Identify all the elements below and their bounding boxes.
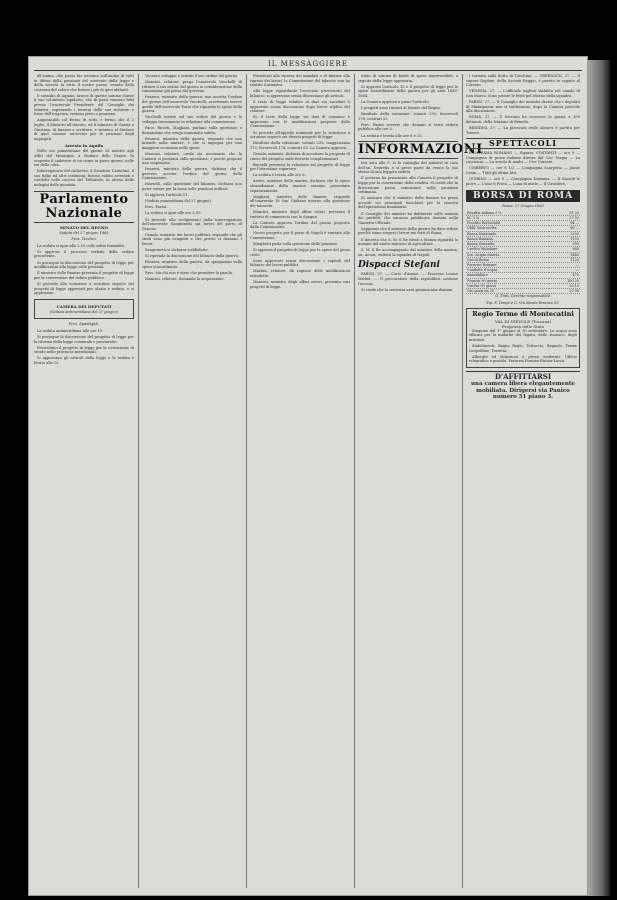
senate-subheading: Seduta del 27 giugno 1883 [59, 230, 109, 235]
ad-paragraph: Stagione dal 1° giugno al 30 settembre. Le acque sono efficaci per le malattie del fegato, dello stomaco, degli intestini. [469, 328, 577, 342]
paragraph: Sappiamo che il ministro della guerra ha dato ordine perché siano sospesi i lavori nei forti di Roma. [358, 226, 458, 236]
quote-value: 1150 [549, 236, 580, 241]
paragraph: Martini, relatore, dà ragione delle modificazioni introdotte. [250, 269, 350, 279]
ad-paragraph: Stabilimenti: Bagno Regio, Tettuccio, Bagnolo, Terme Leopoldine, Torretta. [469, 344, 577, 353]
paragraph: Vennero sviluppo e sentire il suo ordine del giorno. [145, 74, 239, 78]
paragraph: La seduta antimeridiana alle ore 10. [37, 328, 104, 333]
col1-aquila [34, 149, 134, 187]
ad-title: Regio Terme di Montecatini [472, 310, 574, 319]
quote-name: Ferrovie Romane [466, 262, 549, 267]
bourse-footer: G. Tinti, Gerente responsabile. [495, 294, 551, 299]
quote-value: 94 — [549, 221, 580, 226]
quote-name: Prestito Rothschild [466, 221, 549, 226]
quote-name: Banca Generale [466, 242, 549, 247]
quote-value: 1120 [549, 257, 580, 262]
paragraph: Genala, ministro dei lavori pubblici, risponde che gli studi sono già compiuti e che presto si daranno i lavori. [142, 232, 242, 246]
paragraph: La Camera approva a pieno l'articolo. [361, 99, 430, 104]
paragraph: Interrogatorio del cadavere, il Senatore Cantelmo, il suo figlio ed altri testimoni, furono subito arrestati e condotti nelle carceri del Tribunale, in attesa delle indagini della giustizia. [34, 169, 134, 187]
quote-value: 91 25 [549, 211, 580, 216]
paragraph: Si procede alla votazione a scrutinio segreto dei progetti di legge approvati per alzata e seduta, e si approvano. [34, 281, 134, 296]
ad-subtitle-2: Proprietà dello Stato [501, 323, 545, 329]
paragraph: Si assicura che il ministro delle finanze ha preso accordi coi principali banchieri per la riuscita dell'operazione finanziaria. [358, 196, 458, 210]
quote-value: 590 [549, 242, 580, 247]
spettacolo-item: UMBERTO — ore 8 1/2 — Compagnia Scarpetta — Jinnie Lenin — Tutti gli ultimi Atti. [466, 166, 580, 175]
newspaper-page [28, 56, 588, 896]
paragraph: Baccelli presenta la relazione sul progetto di legge per l'istruzione superiore. [250, 162, 350, 172]
paragraph: Mancini, relatore, domanda la sospensione. [145, 277, 225, 282]
telegram-item: ROMA, 27. — Il Sovrano ha concesso la grazia a 100 detenuti, della Nazione di Beneda. [466, 115, 580, 124]
column-2 [142, 74, 242, 888]
paragraph: Pennesi, ministro della guerra, dichiara che il governo accetta l'ordine del giorno della Commissione. [142, 167, 242, 181]
paragraph: Alla legge riguardante l'esercizio provvisorio del bilancio, si approvano senza discussione gli articoli. [250, 89, 350, 98]
paragraph: Il sussidio di Aquino, invece di queste somme chiese il suo voluntario lapidario, che di passi vennero fatti presso l'onorevole Presidente del Consiglio dei Ministri, esponendo i termini delle sue richieste e forse dell'esigenza, restano privo a pensione. [34, 93, 134, 117]
printer-line: Tip. F. Tempi e C. Via Monte Brianzo 53. [486, 300, 560, 305]
quote-name: Londra 90 giorni [466, 283, 549, 288]
quote-value: — [549, 268, 580, 273]
spettacolo-item: POLITEAMA ROMANO — Sipario. COSTANZI — ore 9 — Compagnia di prosa italiana diretta dal Cav. Stagio — La coscienza — La scuola di madri — Une Cravate. [466, 151, 580, 165]
paragraph: La seduta si apre alle ore 2.10. [145, 211, 202, 216]
paragraph: Mancini, ministro degli affari esteri, presenta vari progetti di legge. [250, 280, 350, 289]
parliament-heading: Parlamento Nazionale [34, 191, 134, 223]
col2-text [142, 74, 242, 282]
quote-name: Gas di Roma [466, 257, 549, 262]
quote-value: 57 50 [549, 216, 580, 221]
bourse-heading: BORSA DI ROMA [466, 190, 580, 202]
paragraph: Mancini, relatore, prega l'onorevole Vacchelli di ritirare il suo ordine del giorno in considerazione della transazione già presa dal governo. [142, 80, 242, 94]
column-rule [138, 74, 139, 888]
page-right-edge [588, 60, 610, 896]
quote-value: 25 10 [549, 283, 580, 288]
paragraph: Pennesi, ministro della guerra, risponde che non intende nulla mutare, e che si impegna per una maggiore economia nelle spese. [142, 136, 242, 150]
paragraph: Vacchelli insiste sul suo ordine del giorno e lo sviluppa brevemente in relazione alla commissione. [142, 115, 242, 124]
spettacolo-item: QUIRINO — ore 9 — Compagnia Dramma. — Il Sassofi le piove — L'uno ti Prova — Luna di miele — Il Cavaliere. [466, 177, 580, 186]
paragraph: Si riprende la discussione del bilancio della guerra. [145, 254, 240, 259]
paragraph: Presentano il progetto di legge per la costruzione di strade nelle provincie meridionali. [34, 345, 134, 355]
telegram-item: BRINDISI, 27. — La piroscafo reale Alvarez è partito per Trieste. [466, 125, 580, 135]
quote-name: Rendita italiana 5 % [466, 211, 549, 216]
quote-value: 96 — [549, 226, 580, 231]
col4-info [358, 161, 458, 257]
paragraph: Si approvano gli articoli della legge e la seduta è levata alle 12. [34, 356, 134, 365]
masthead: IL MESSAGGIERE [268, 60, 348, 68]
column-rule [246, 74, 247, 888]
paragraph: S. M. il Re accompagnato dal ministro della marina, on. Acton, visiterà la squadra di Napoli. [358, 248, 458, 257]
telegram-item: PARIGI, 27. — Il Consiglio dei ministri decise che i deputati di Madagascar non si tratteranno; dopo la Camera procede alla discussione. [466, 99, 580, 114]
paragraph: Mancini, relatore, crede sia necessario che la Camera si pronunzi sulla questione, e perciò propone una sospensiva. [142, 151, 242, 166]
paragraph: Si procede allo svolgimento della interrogazione dell'onorevole Sanguinetti sui lavori del porto di Genova. [142, 217, 242, 231]
paragraph: Si procede all'appello nominale per la votazione a scrutinio segreto sui diversi progetti di legge. [250, 130, 350, 140]
quote-name: Francia 90 giorni [466, 278, 549, 283]
paragraph: La Camera approva l'ordine del giorno proposto dalla Commissione. [250, 220, 350, 230]
paragraph: Pennesi, ministro della guerra, dà spiegazioni sulle spese straordinarie. [142, 260, 242, 269]
col5-spettacoli [466, 151, 580, 186]
quote-value: 885 [549, 247, 580, 252]
col1-intro [34, 74, 134, 141]
col1-camera [34, 329, 134, 366]
quote-name: Immobiliare [466, 273, 549, 278]
camera-heading: CAMERA DEI DEPUTATI [56, 303, 112, 309]
paragraph: Genala, ministro, dichiara di accettare la proposta di rinvio del progetto sulle ferrovie complementari. [250, 151, 350, 161]
col5-telegrams [466, 74, 580, 135]
camera-president: Pres. Spantigati. [68, 322, 100, 327]
paragraph: PARIGI, 27. — Corte d'Assise. — Processo Louise Michel. — Il procuratore della repubblica sostiene l'accusa. [358, 272, 458, 286]
col4-top [358, 74, 458, 138]
spettacoli-heading: SPETTACOLI [466, 138, 580, 149]
col1-senate [34, 244, 134, 296]
dispacci-heading: Dispacci Stefani [358, 260, 440, 271]
paragraph: La seduta si apre alle 2.15 colle solite formalità. [37, 243, 125, 248]
telegram-item: I torinesi sulla flotta di Tonchino. — GREENOCK, 27. — Il vapore Daphne, della Società Reggio, è partito in seguito al Corsaro. [466, 74, 580, 88]
paragraph: Si prosegue la discussione del progetto di legge per la riforma della legge comunale e provinciale. [34, 334, 134, 344]
ad-subtitle: VAL DI NIEVOLE (Toscana) [495, 318, 551, 324]
paragraph: Pres. Farini. [145, 205, 168, 210]
paragraph: Ieri sera alle 9, si fu consiglio dei ministri in casa dell'on. Depretis e si prese parte da venne la sua stessa di una leggera seduta. [358, 161, 458, 175]
quote-value: — [549, 262, 580, 267]
paragraph: Marselli, sulla questione del bilancio, dichiara non poter votare per la tassa sulle pensioni militari. [142, 182, 242, 192]
paragraph: Si approva l'articolo 10 e il progetto di legge per le spese straordinarie della guerra per gli anni 1883-1884. [358, 84, 458, 98]
bourse-table [466, 211, 580, 294]
paragraph: La seduta è levata alle ore 6. [253, 173, 306, 178]
paragraph: Risultato della votazione: votanti 230, favorevoli 178, contrari 52. [358, 112, 458, 121]
aquila-heading: Arresto in Aquila [64, 143, 104, 149]
quote-value: 2250 [549, 231, 580, 236]
column-rule [462, 74, 463, 888]
paragraph: Si prosegue la discussione del progetto di legge per modificazioni alla legge sulle pensioni. [34, 260, 134, 270]
paragraph: all'anima, che possa far nessuno sull'animo di tutti in difesa della pensione del esistente della legge e della società in tutto il nostro paese, venuta dalla costanza del colore che furono i più di quei abitanti. [34, 74, 134, 92]
paragraph: Pass. Ma chi non è stato che prendere la parola. [145, 270, 234, 275]
quote-value: 470 [549, 273, 580, 278]
quote-row [466, 288, 580, 293]
paragraph: Pane, Ricotti, Magliani, parlano sulla questione e domandano che venga esaminata subito. [142, 125, 242, 135]
affittarsi-heading: D'AFFITTARSI [466, 371, 580, 381]
paragraph: Nuovo progetto per il porto di Napoli è rinviato alla Commissione. [250, 231, 350, 240]
paragraph: Il decreto che S. M. il Re firmò a Monza riguarda la nomina del nuovo ministro di agricoltura. [358, 237, 458, 247]
paragraph: Il testo di legge relativo ai dazi sui zuccheri è approvato senza discussione dopo breve replica del relatore. [250, 99, 350, 114]
paragraph: Pres. Farini avverte che domani si terrà seduta pubblica alle ore 2. [358, 122, 458, 132]
paragraph: Il Consiglio dei ministri ha deliberato sulle nomine dei prefetti, che saranno pubblicate domani nella Gazzetta Ufficiale. [358, 211, 458, 225]
quote-value: 100 25 [549, 278, 580, 283]
quote-name: Banca Nazionale [466, 231, 549, 236]
camera-box [34, 299, 134, 320]
quote-name: Soc. Acqua Marcia [466, 252, 549, 257]
column-1 [34, 74, 134, 888]
paragraph: Il ministro delle finanze presenta il progetto di legge per la conversione del debito pubblico. [34, 271, 134, 280]
paragraph: Pennesi, ministro della guerra, non accetta l'ordine del giorno dell'onorevole Vacchelli, accettando invece quello dell'onorevole Fazio che riguarda le spese della guerra. [142, 95, 242, 114]
column-5 [466, 74, 580, 888]
paragraph: I progetti sono rinviati al Senato del Regno. [361, 106, 441, 111]
col4-dispacci [358, 272, 458, 292]
quote-value: 1460 [549, 252, 580, 257]
senate-president: Pres. Tecchio. [71, 237, 97, 242]
quote-value: 20 08 [549, 288, 580, 293]
telegram-item: VENEZIA, 27. — L'ufficiale inglese stabilito nel canale di San Marco. Sono pronte le feste pel ritorno della squadra. [466, 89, 580, 98]
montecatini-ad [466, 308, 580, 368]
column-3 [250, 74, 350, 888]
paragraph: Mancini, ministro degli affari esteri, presenta il trattato di commercio con la Spagna. [250, 209, 350, 219]
col3-text [250, 74, 350, 289]
paragraph: (Seduta pomeridiana del 27 giugno) [145, 199, 211, 204]
paragraph: Si approva l'articolo 11. [145, 193, 189, 198]
paragraph: Il governo ha presentato alla Camera il progetto di legge per la conversione della rendita. Si crede che la discussione possa cominciare nella prossima settimana. [358, 176, 458, 195]
ad-body [469, 329, 577, 364]
paragraph: La seduta è levata alle ore 6 e 25. [361, 133, 423, 138]
paragraph: Magliani, ministro delle finanze, risponde all'onorevole Di San Giuliano intorno alla questione dei tabacchi. [250, 194, 350, 208]
bourse-date: Roma, 27 Giugno 1883 [502, 204, 544, 209]
paragraph: Nelle ore pomeridiane del giorno 26 mentre agli uffici del Municipio, a Sindaco delle Grazie, fu scoperto il cadavere di un uomo in pieno giorno, nelle vie della città. [34, 149, 134, 168]
paragraph: Arrivo, ministro della marina, dichiara che le spese straordinarie della marina saranno presentate separatamente. [250, 179, 350, 193]
affittarsi-body: una camera libera elegantemente mobiliata. Dirigersi via Panico numero 51 piano 3. [471, 381, 575, 401]
informazioni-heading: INFORMAZIONI [358, 142, 483, 158]
paragraph: Presidenti alla ripresa dei mandati o di finanze alla ripresa dei lavori, la Commissione del bilancio non ha sentito il ministro. [250, 74, 350, 88]
header-rule [34, 70, 582, 71]
camera-subheading: (Seduta antimeridiana del 27 giugno) [49, 309, 119, 314]
ad-paragraph: Alberghi ed abitazioni a prezzi moderati. Ufficio telegrafico e postale. Ferrovia Firenze-Pistoia-Lucca. [469, 354, 577, 364]
paragraph: Stato di somme di fondo di spese imprevedibili, a seguito della legge approvata. [358, 74, 458, 83]
paragraph: Si crede che la sentenza sarà pronunciata domani. [361, 287, 454, 292]
quote-name: Id. 3 % [466, 216, 549, 221]
quote-name: Oro pezzi da 20 [466, 288, 549, 293]
paragraph: Sono approvati senza discussione i capitoli del bilancio dei lavori pubblici. [250, 258, 350, 268]
column-rule [354, 74, 355, 888]
quote-name: Obbl. beni eccles. [466, 226, 549, 231]
paragraph: Risultato della votazione: votanti 229, maggioranza 115, favorevoli 174, contrari 55. La Camera approva. [250, 141, 350, 150]
paragraph: Si approva il processo verbale della seduta precedente. [34, 249, 134, 259]
paragraph: Sì, il testo della legge sui dazi di consumo è approvato con le modificazioni proposte dalla Commissione. [250, 115, 350, 129]
quote-name: Condotte d'acqua [466, 268, 549, 273]
paragraph: Sanguinetti si dichiara soddisfatto. [145, 248, 209, 253]
quote-name: Credito Mobiliare [466, 247, 549, 252]
paragraph: Augurandoli col fermo di tutti, e fermo che il 2 luglio, il Ministro all'interno, ed il ministro di Grazia e Giustizia, di finanze e scritture, e vennero al Sindaco di quel comune un'avviso per le pensioni degli impiegati. [34, 118, 134, 141]
senate-heading: SENATO DEL REGNO [60, 224, 108, 230]
quote-name: Banca Romana [466, 236, 549, 241]
paragraph: Minghetti parla sulla questione delle pensioni. [253, 242, 338, 246]
paragraph: Si approva il progetto di legge per le spese del genio civile. [250, 248, 350, 257]
